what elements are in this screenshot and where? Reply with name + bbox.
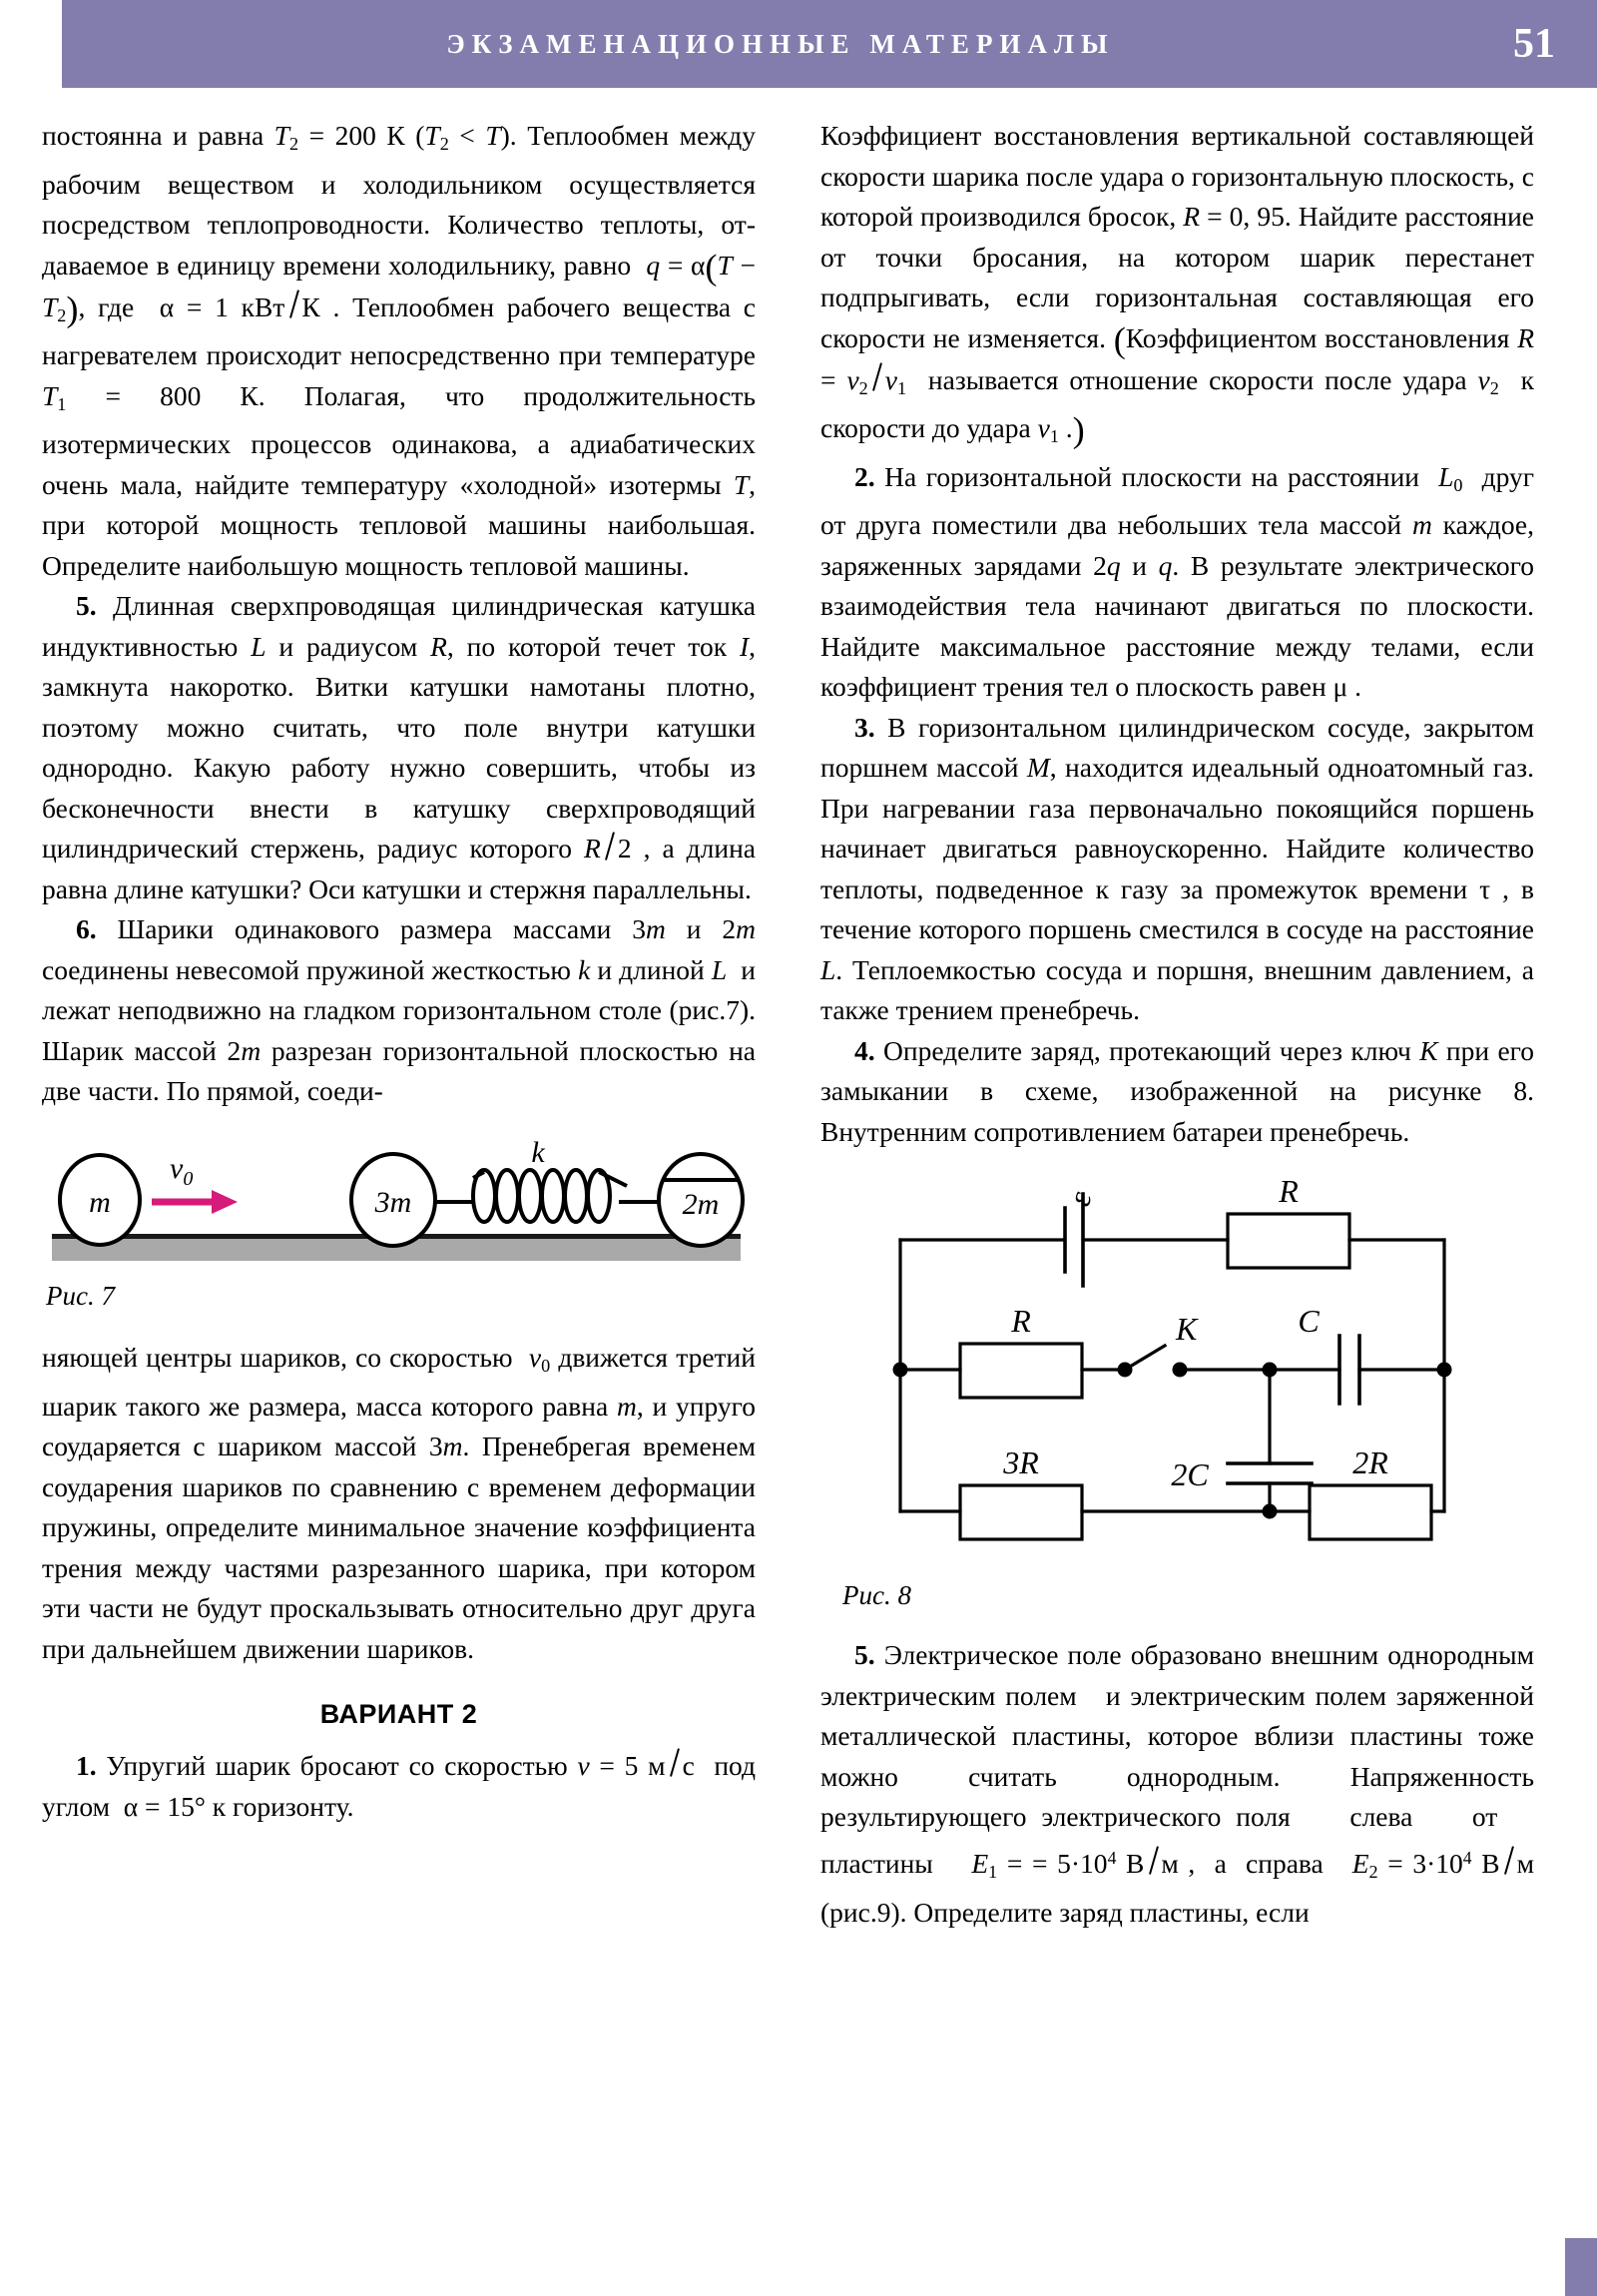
resistor-3R-label: 3R bbox=[1003, 1444, 1039, 1481]
switch-label: K bbox=[1176, 1311, 1198, 1348]
resistor-3R bbox=[960, 1485, 1082, 1539]
problem-6-left-after-figure: няющей центры шариков, со скоростью v0 движется третий шарик такого же размера, масса которого равна m, и упруго соударяется с шариком массой 3m. Пренебрегая временем соударения шариков по сравнению с временем деформации пружины, определите минимальное значение коэффициента трения между частями разрезанного шарика, при котором эти части не будут проскальзывать относительно друг друга при дальнейшем движении шариков. bbox=[42, 1341, 756, 1664]
problem-3-right: 3. В горизонтальном цилиндрическом сосуде, закрытом поршнем массой M, находится идеальный одноатомный газ. При нагревании газа первоначально покоящийся поршень начинает двигаться равноускоренно. Найдите количество теплоты, подведенное к газу за промежуток времени τ , в течение которого поршень сместился в сосуде на расстояние L. Теплоемкостью сосуда и поршня, внешним давлением, а также трением пренебречь. bbox=[820, 711, 1534, 1026]
figure-8 bbox=[820, 1174, 1534, 1611]
problem-4-number: 4. bbox=[854, 1034, 875, 1066]
variant-heading: ВАРИАНТ 2 bbox=[319, 1699, 478, 1730]
spring-label: k bbox=[531, 1137, 545, 1169]
bottom-corner-mark bbox=[1565, 2238, 1597, 2296]
problem-5-right: 5. Электрическое поле образовано внешним однородным электрическим полем и электрическим полем заряженной металлической пластины, которое вблизи пластины тоже можно считать однородным. Напряженность результирующего электрического поля слева от пластины E1 = = $5\cdot 10^4$ В м , а справа $E2 = 3\cdot 10^4$ В м (рис.9). Определите заряд пластины, если bbox=[820, 1639, 1535, 1928]
page-header-title: ЭКЗАМЕНАЦИОННЫЕ МАТЕРИАЛЫ bbox=[446, 29, 1115, 59]
resistor-2R bbox=[1310, 1485, 1431, 1539]
problem-3-number: 3. bbox=[854, 711, 875, 743]
junction-dots bbox=[893, 1363, 1452, 1519]
node-left bbox=[893, 1363, 908, 1378]
problem-6-left-before-figure: 6. Шарики одинакового размера массами 3m и 2m соединены невесомой пружиной жесткостью k и длиной L и лежат неподвижно на гладком горизонтальном столе (рис.7). Шарик массой 2m разрезан горизонтальной плоскостью на две части. По прямой, соеди- bbox=[42, 913, 757, 1107]
ball-2m-label: 2m bbox=[682, 1187, 720, 1221]
node-cap-top bbox=[1263, 1363, 1278, 1378]
resistor-top-label: R bbox=[1279, 1174, 1299, 1210]
problem-6-number: 6. bbox=[76, 913, 97, 945]
emf-label: ε bbox=[1060, 1187, 1099, 1211]
figure-7-svg bbox=[42, 1138, 756, 1268]
continued-paragraph-part1: постоянна и равна T2 = 200 К (T2 < T). Теплообмен между рабочим веществом и холодильником осуществляется посредством теплопроводности. Количество теплоты, отдаваемое в единицу времени холодильнику, равно q = α(T − T2), где α = 1 кВт К . Теплообмен рабочего вещества с нагревателем происходит непосредственно при температуре T1 = 800 К. Полагая, что продолжительность изотермических процессов одинакова, а адиабатических очень мала, найдите температуру «холодной» изотермы T, при которой мощность тепловой машины наибольшая. Определите наибольшую мощность тепловой машины. bbox=[42, 120, 757, 581]
node-switch-right bbox=[1173, 1363, 1188, 1378]
problem-4-right: 4. Определите заряд, протекающий через ключ K при его замыкании в схеме, изображенной на рисунке 8. Внутренним сопротивлением батареи пренебречь. bbox=[820, 1034, 1534, 1147]
problem-5-number: 5. bbox=[76, 590, 97, 622]
problem-2-right: 2. На горизонтальной плоскости на расстоянии L0 друг от друга поместили два небольших тела массой m каждое, заряженных зарядами 2q и q. В результате электрического взаимодействия тела начинают двигаться по плоскости. Найдите максимальное расстояние между телами, если коэффициент трения тел о плоскость равен μ . bbox=[820, 460, 1534, 703]
page-number: 51 bbox=[1513, 21, 1555, 67]
figure-8-svg bbox=[820, 1174, 1534, 1573]
ball-m-label: m bbox=[89, 1185, 111, 1219]
problem-5-left: 5. Длинная сверхпроводящая цилиндрическая катушка индуктивностью L и радиусом R, по которой течет ток I, замкнута накоротко. Витки катушки намотаны плотно, поэтому можно считать, что поле внутри катушки однородно. Какую работу нужно совершить, чтобы из бесконечности внести в катушку сверхпроводящий цилиндрический стержень, радиус которого R 2 , а длина равна длине катушки? Оси катушки и стержня параллельны. bbox=[42, 590, 757, 904]
spring-coils bbox=[473, 1170, 627, 1222]
node-right bbox=[1437, 1363, 1452, 1378]
resistor-mid bbox=[960, 1344, 1082, 1398]
capacitor-C-label: C bbox=[1298, 1303, 1320, 1340]
node-cap-bottom bbox=[1263, 1504, 1278, 1519]
resistor-top bbox=[1228, 1214, 1349, 1268]
problem-1-left: 1. Упругий шарик бросают со скоростью v = 5 м с под углом α = 15° к горизонту. bbox=[42, 1750, 757, 1822]
page-header-band bbox=[62, 0, 1597, 88]
velocity-label: $v_0$ bbox=[170, 1151, 194, 1190]
resistor-2R-label: 2R bbox=[1352, 1444, 1388, 1481]
problem-1-number: 1. bbox=[76, 1750, 97, 1782]
figure-7 bbox=[42, 1138, 756, 1312]
problem-2-number: 2. bbox=[854, 460, 875, 492]
node-switch-left bbox=[1118, 1363, 1133, 1378]
resistor-mid-label: R bbox=[1011, 1303, 1031, 1340]
left-column bbox=[42, 116, 756, 1827]
ball-3m-label: 3m bbox=[374, 1185, 412, 1219]
figure-7-caption: Рис. 7 bbox=[46, 1280, 115, 1311]
continued-paragraph-right: Коэффициент восстановления вертикальной составляющей скорости шарика после удара о горизонтальную плоскость, с которой производился бросок, R = 0, 95. Найдите расстояние от точки бросания, на котором шарик перестанет подпрыгивать, если горизонтальная составляющая его скорости не изменяется. (Коэффициентом восстановления R = v2 v1 называется отношение скорости после удара v2 к скорости до удара v1 .) bbox=[820, 120, 1535, 451]
velocity-arrow-head bbox=[212, 1190, 238, 1214]
figure-8-caption: Рис. 8 bbox=[842, 1580, 911, 1611]
problem-5-right-number: 5. bbox=[854, 1639, 875, 1671]
capacitor-2C-label: 2C bbox=[1171, 1456, 1209, 1493]
right-column bbox=[820, 116, 1534, 1933]
